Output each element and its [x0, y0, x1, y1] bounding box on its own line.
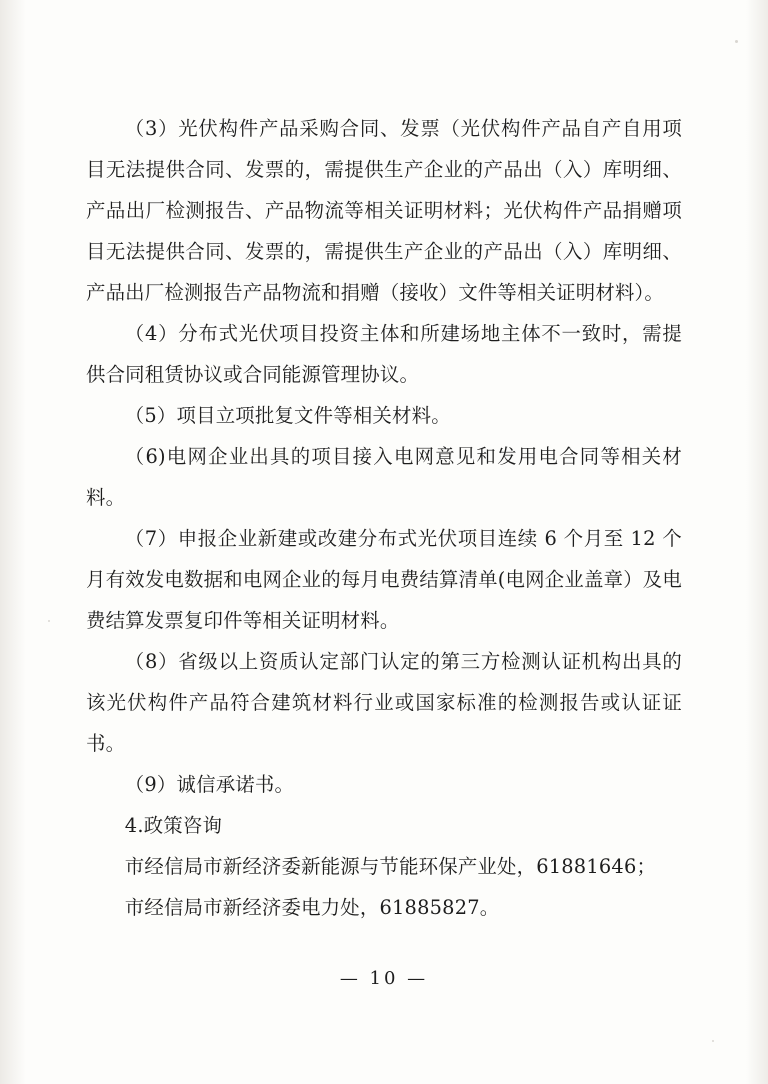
document-body [86, 108, 682, 928]
scan-speck [735, 40, 738, 43]
paragraph-item-5: （5）项目立项批复文件等相关材料。 [124, 404, 451, 427]
page-number: — 10 — [339, 968, 429, 989]
paragraph-item-4: （4）分布式光伏项目投资主体和所建场地主体不一致时，需提供合同租赁协议或合同能源管理协议。 [86, 322, 682, 386]
section-heading-policy-consultation: 4.政策咨询 [124, 814, 223, 837]
paragraph-item-8: （8）省级以上资质认定部门认定的第三方检测认证机构出具的该光伏构件产品符合建筑材料行业或国家标准的检测报告或认证证书。 [86, 650, 682, 755]
paragraph-item-9: （9）诚信承诺书。 [124, 773, 295, 796]
scan-speck [48, 620, 50, 622]
scan-speck [712, 1040, 714, 1042]
paragraph-item-7: （7）申报企业新建或改建分布式光伏项目连续 6 个月至 12 个月有效发电数据和电网企业的每月电费结算清单(电网企业盖章）及电费结算发票复印件等相关证明材料。 [86, 527, 682, 632]
contact-line-power-division: 市经信局市新经济委电力处，61885827。 [124, 896, 500, 919]
contact-line-new-energy-division: 市经信局市新经济委新能源与节能环保产业处，61881646； [124, 855, 657, 878]
paragraph-item-3: （3）光伏构件产品采购合同、发票（光伏构件产品自产自用项目无法提供合同、发票的，需提供生产企业的产品出（入）库明细、产品出厂检测报告、产品物流等相关证明材料；光伏构件产品捐赠项目无法提供合同、发票的，需提供生产企业的产品出（入）库明细、产品出厂检测报告产品物流和捐赠（接收）文件等相关证明材料）。 [86, 117, 682, 304]
paragraph-item-6: （6)电网企业出具的项目接入电网意见和发用电合同等相关材料。 [86, 445, 682, 509]
